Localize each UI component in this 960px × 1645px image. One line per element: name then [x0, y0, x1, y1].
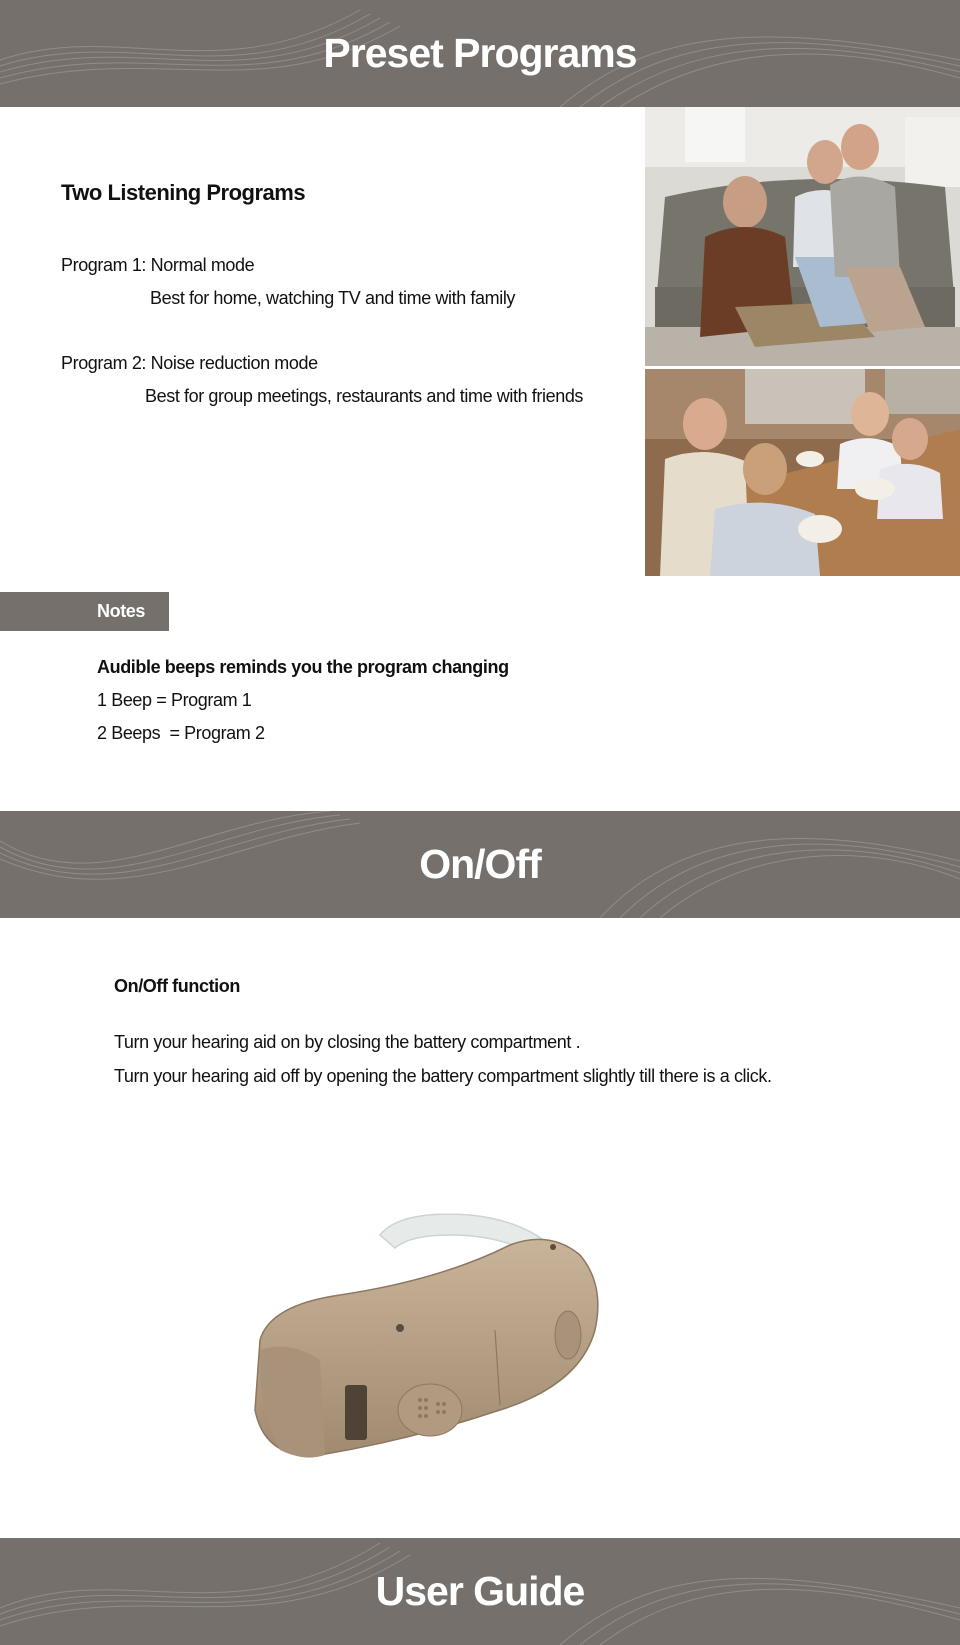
onoff-heading: On/Off function: [114, 976, 240, 996]
beep-2-note: 2 Beeps = Program 2: [97, 723, 265, 743]
banner-title: Preset Programs: [323, 30, 637, 76]
family-sofa-photo: [645, 107, 960, 366]
banner-on-off: [0, 811, 960, 918]
notes-tab: [0, 592, 169, 631]
notes-heading: Audible beeps reminds you the program changing: [97, 657, 509, 677]
onoff-line-2: Turn your hearing aid off by opening the battery compartment slightly till there is a click.: [114, 1066, 772, 1086]
notes-tab-label: Notes: [97, 601, 146, 621]
banner-preset-programs: [0, 0, 960, 107]
program-1-title: Program 1: Normal mode: [61, 255, 255, 275]
program-1-description: Best for home, watching TV and time with family: [150, 288, 516, 308]
program-2-title: Program 2: Noise reduction mode: [61, 353, 318, 373]
program-2-description: Best for group meetings, restaurants and time with friends: [145, 386, 584, 406]
beep-1-note: 1 Beep = Program 1: [97, 690, 252, 710]
restaurant-dinner-photo: [645, 369, 960, 576]
hearing-aid-image: [250, 1210, 620, 1465]
onoff-line-1: Turn your hearing aid on by closing the battery compartment .: [114, 1032, 581, 1052]
banner-title: User Guide: [375, 1568, 585, 1614]
banner-user-guide: [0, 1538, 960, 1645]
programs-heading: Two Listening Programs: [61, 180, 306, 205]
banner-title: On/Off: [419, 841, 541, 887]
